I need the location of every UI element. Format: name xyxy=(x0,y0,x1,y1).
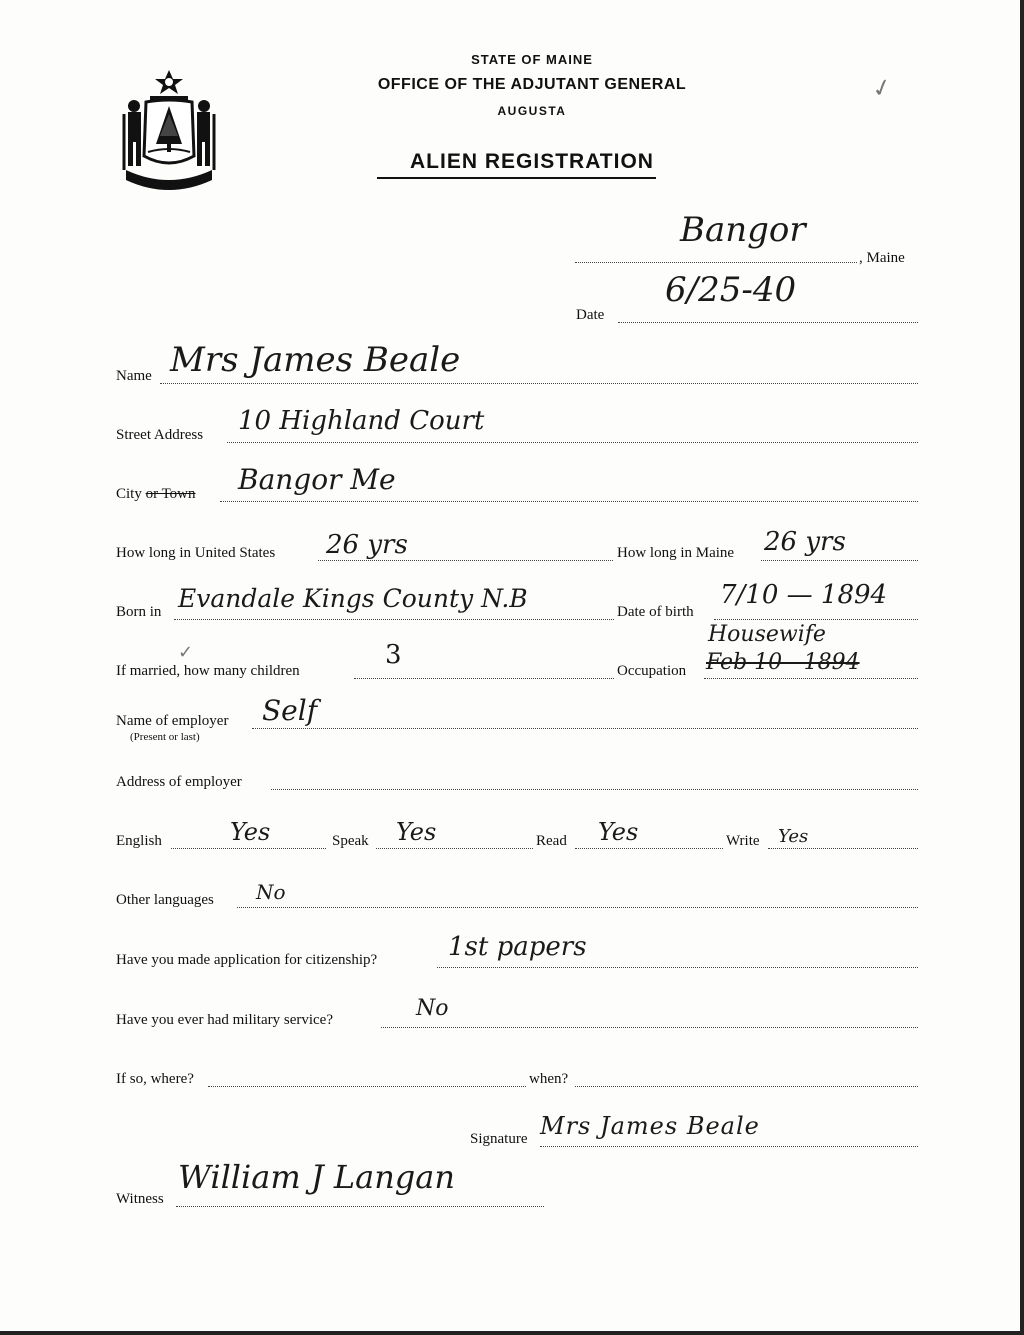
street-address-field[interactable]: 10 Highland Court xyxy=(238,406,485,436)
citizenship-field-line xyxy=(437,967,918,968)
where-field-line xyxy=(208,1086,526,1087)
street-address-label: Street Address xyxy=(116,427,204,443)
witness-field[interactable]: William J Langan xyxy=(178,1158,455,1196)
english-field[interactable]: Yes xyxy=(230,818,271,846)
name-field-line xyxy=(160,383,918,384)
city-label: City or Town xyxy=(116,486,196,502)
married-children-field[interactable]: 3 xyxy=(385,640,402,670)
citizenship-label: Have you made application for citizenship? xyxy=(116,952,378,968)
employer-name-label: Name of employer xyxy=(116,713,229,729)
office-heading: OFFICE OF THE ADJUTANT GENERAL xyxy=(377,76,687,93)
signature-field-line xyxy=(540,1146,918,1147)
name-label: Name xyxy=(116,368,152,384)
born-in-field[interactable]: Evandale Kings County N.B xyxy=(178,584,528,613)
how-long-maine-field[interactable]: 26 yrs xyxy=(764,527,846,557)
occupation-field-line xyxy=(704,678,918,679)
date-of-birth-field-line xyxy=(714,619,918,620)
employer-name-sublabel: (Present or last) xyxy=(130,731,200,743)
date-of-birth-label: Date of birth xyxy=(617,604,694,620)
military-service-label: Have you ever had military service? xyxy=(116,1012,333,1028)
citizenship-field[interactable]: 1st papers xyxy=(448,932,587,962)
english-field-line xyxy=(171,848,326,849)
date-field[interactable]: 6/25-40 xyxy=(665,270,797,310)
signature-field[interactable]: Mrs James Beale xyxy=(540,1112,760,1140)
other-languages-field[interactable]: No xyxy=(256,880,286,904)
city-field[interactable]: Bangor Me xyxy=(238,463,396,496)
street-address-field-line xyxy=(227,442,918,443)
write-field[interactable]: Yes xyxy=(778,826,809,847)
employer-address-label: Address of employer xyxy=(116,774,242,790)
occupation-struck-entry: Feb 10 - 1894 xyxy=(706,650,860,675)
signature-label: Signature xyxy=(470,1131,528,1147)
occupation-label: Occupation xyxy=(617,663,687,679)
maine-label: , Maine xyxy=(859,250,905,266)
city-heading: AUGUSTA xyxy=(497,104,567,118)
how-long-us-field[interactable]: 26 yrs xyxy=(326,530,408,560)
where-label: If so, where? xyxy=(116,1071,194,1087)
how-long-maine-field-line xyxy=(761,560,918,561)
when-field-line xyxy=(575,1086,918,1087)
read-label: Read xyxy=(536,833,567,849)
how-long-maine-label: How long in Maine xyxy=(617,545,735,561)
born-in-label: Born in xyxy=(116,604,162,620)
military-service-field[interactable]: No xyxy=(416,996,449,1021)
read-field[interactable]: Yes xyxy=(598,818,639,846)
married-children-label: If married, how many children xyxy=(116,663,300,679)
form-title: ALIEN REGISTRATION xyxy=(410,150,654,173)
read-field-line xyxy=(575,848,723,849)
other-languages-field-line xyxy=(237,907,918,908)
married-checkmark-icon: ✓ xyxy=(178,642,194,663)
place-field[interactable]: Bangor xyxy=(680,210,806,250)
city-field-line xyxy=(220,501,918,502)
checkmark-icon: ✓ xyxy=(868,71,896,105)
employer-name-field-line xyxy=(252,728,918,729)
employer-address-field-line xyxy=(271,789,918,790)
speak-field-line xyxy=(376,848,533,849)
speak-field[interactable]: Yes xyxy=(396,818,437,846)
speak-label: Speak xyxy=(332,833,369,849)
write-field-line xyxy=(768,848,918,849)
how-long-us-label: How long in United States xyxy=(116,545,276,561)
date-of-birth-field[interactable]: 7/10 — 1894 xyxy=(720,580,888,610)
how-long-us-field-line xyxy=(318,560,613,561)
employer-name-field[interactable]: Self xyxy=(262,694,318,727)
english-label: English xyxy=(116,833,162,849)
write-label: Write xyxy=(726,833,760,849)
title-underline xyxy=(377,177,656,179)
date-label: Date xyxy=(576,307,605,323)
name-field[interactable]: Mrs James Beale xyxy=(170,340,461,380)
when-label: when? xyxy=(529,1071,569,1087)
military-service-field-line xyxy=(381,1027,918,1028)
state-heading: STATE OF MAINE xyxy=(471,52,593,67)
married-children-field-line xyxy=(354,678,614,679)
born-in-field-line xyxy=(174,619,614,620)
place-field-line xyxy=(575,262,857,263)
occupation-field[interactable]: Housewife xyxy=(708,622,826,647)
date-field-line xyxy=(618,322,918,323)
other-languages-label: Other languages xyxy=(116,892,214,908)
witness-field-line xyxy=(176,1206,544,1207)
witness-label: Witness xyxy=(116,1191,164,1207)
